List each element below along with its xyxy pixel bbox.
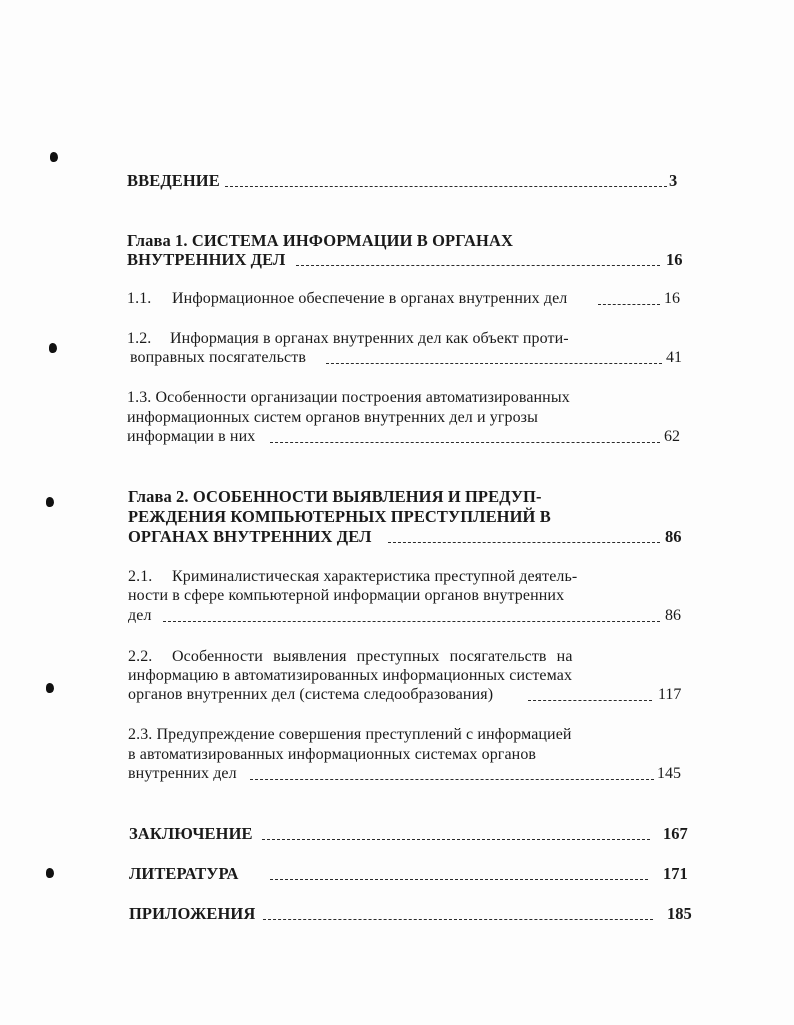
section-title-line: 2.3. Предупреждение совершения преступлений с информацией [128, 726, 572, 743]
section-title-line: внутренних дел [128, 765, 237, 782]
toc-page-number: 86 [665, 607, 681, 624]
dot-leader [296, 265, 660, 266]
chapter-title-line: ОРГАНАХ ВНУТРЕННИХ ДЕЛ [128, 527, 372, 546]
binding-hole-mark [49, 343, 57, 353]
section-number: 1.1. [127, 290, 152, 307]
section-number: 2.1. [128, 568, 153, 585]
section-title-line: информационных систем органов внутренних дел и угрозы [127, 409, 538, 426]
section-number: 1.2. [127, 330, 152, 347]
dot-leader [225, 186, 667, 187]
section-title-line: Информация в органах внутренних дел как объект проти- [170, 330, 569, 347]
toc-entry-title: ПРИЛОЖЕНИЯ [129, 904, 256, 923]
toc-page-number: 86 [665, 527, 682, 546]
toc-page-number: 16 [666, 250, 683, 269]
section-title-line: ности в сфере компьютерной информации органов внутренних [128, 587, 565, 604]
chapter-title-line: ВНУТРЕННИХ ДЕЛ [127, 250, 286, 269]
section-title-line: Информационное обеспечение в органах внутренних дел [172, 290, 568, 307]
dot-leader [598, 304, 660, 305]
toc-page-number: 145 [657, 765, 681, 782]
dot-leader [263, 919, 653, 920]
toc-page-number: 185 [667, 904, 692, 923]
toc-page-number: 3 [669, 171, 678, 190]
toc-entry-title: ЗАКЛЮЧЕНИЕ [129, 824, 253, 843]
toc-page-number: 171 [663, 864, 688, 883]
section-title-line: Особенности выявления преступных посягательств на [172, 648, 573, 665]
toc-page-number: 41 [666, 349, 682, 366]
dot-leader [528, 700, 652, 701]
binding-hole-mark [46, 497, 54, 507]
binding-hole-mark [46, 868, 54, 878]
section-title-line: информации в них [127, 428, 256, 445]
toc-entry-title: ВВЕДЕНИЕ [127, 171, 220, 190]
chapter-title-line: Глава 2. ОСОБЕННОСТИ ВЫЯВЛЕНИЯ И ПРЕДУП- [128, 487, 542, 506]
section-number: 2.2. [128, 648, 153, 665]
toc-page-number: 117 [658, 686, 682, 703]
section-title-line: 1.3. Особенности организации построения автоматизированных [127, 389, 570, 406]
toc-entry-title: ЛИТЕРАТУРА [129, 864, 239, 883]
section-title-line: дел [128, 607, 152, 624]
dot-leader [270, 879, 648, 880]
dot-leader [388, 542, 660, 543]
section-title-line: информацию в автоматизированных информационных системах [128, 667, 573, 684]
section-title-line: в автоматизированных информационных системах органов [128, 746, 537, 763]
dot-leader [250, 779, 654, 780]
section-title-line: органов внутренних дел (система следообразования) [128, 686, 494, 703]
toc-page-number: 62 [664, 428, 680, 445]
chapter-title-line: Глава 1. СИСТЕМА ИНФОРМАЦИИ В ОРГАНАХ [127, 231, 514, 250]
section-title-line: Криминалистическая характеристика преступной деятель- [172, 568, 578, 585]
toc-page-number: 167 [663, 824, 688, 843]
dot-leader [270, 442, 660, 443]
toc-page-number: 16 [664, 290, 680, 307]
binding-hole-mark [46, 683, 54, 693]
section-title-line: воправных посягательств [130, 349, 306, 366]
dot-leader [326, 363, 662, 364]
dot-leader [262, 839, 650, 840]
chapter-title-line: РЕЖДЕНИЯ КОМПЬЮТЕРНЫХ ПРЕСТУПЛЕНИЙ В [128, 507, 551, 526]
binding-hole-mark [50, 152, 58, 162]
dot-leader [163, 621, 660, 622]
